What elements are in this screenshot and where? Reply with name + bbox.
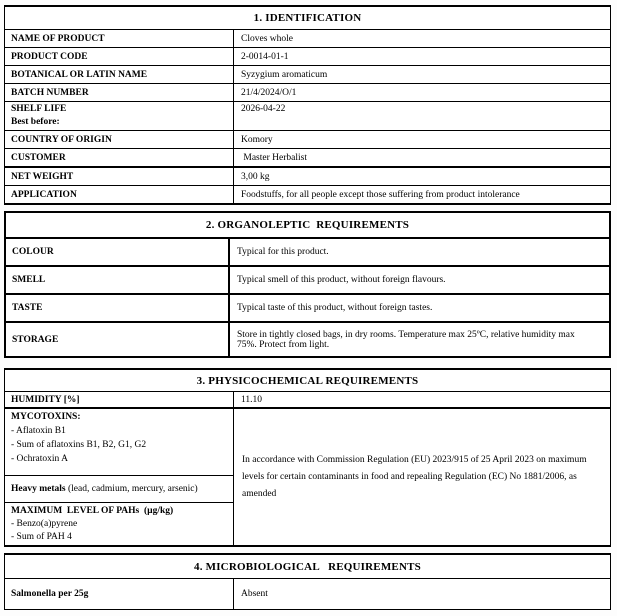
table-row bbox=[5, 392, 610, 409]
table-row bbox=[5, 30, 610, 48]
pah-item: - Benzo(a)pyrene bbox=[11, 519, 78, 529]
section-title-physicochemical: 3. PHYSICOCHEMICAL REQUIREMENTS bbox=[5, 370, 610, 392]
section-title-organoleptic: 2. ORGANOLEPTIC REQUIREMENTS bbox=[6, 213, 609, 239]
row-value: Typical taste of this product, without foreign tastes. bbox=[237, 303, 433, 313]
physicochemical-table bbox=[4, 368, 611, 547]
row-value: Master Herbalist bbox=[241, 152, 307, 163]
microbiological-table bbox=[4, 553, 611, 610]
row-label-line1: SHELF LIFE bbox=[11, 104, 67, 114]
mycotoxins-title: MYCOTOXINS: bbox=[11, 412, 81, 422]
contaminants-parameter-column bbox=[5, 409, 234, 545]
row-value: Komory bbox=[241, 134, 273, 145]
row-value: 3,00 kg bbox=[241, 171, 270, 182]
pahs-title: MAXIMUM LEVEL OF PAHs (µg/kg) bbox=[11, 506, 174, 516]
row-value: 2026-04-22 bbox=[241, 104, 286, 114]
row-label: COUNTRY OF ORIGIN bbox=[5, 131, 234, 148]
organoleptic-table bbox=[4, 211, 611, 358]
heavy-metals-cell bbox=[5, 475, 233, 502]
row-value: 2-0014-01-1 bbox=[241, 51, 289, 62]
row-value: Typical smell of this product, without foreign flavours. bbox=[237, 275, 446, 285]
row-value: Foodstuffs, for all people except those suffering from product intolerance bbox=[241, 189, 520, 200]
row-label: NAME OF PRODUCT bbox=[5, 30, 234, 47]
pah-item: - Sum of PAH 4 bbox=[11, 532, 72, 542]
section-title-identification: 1. IDENTIFICATION bbox=[5, 7, 610, 30]
regulation-note-cell bbox=[234, 409, 610, 545]
row-label: TASTE bbox=[6, 295, 230, 321]
row-value bbox=[230, 323, 609, 356]
table-row bbox=[6, 323, 609, 356]
row-value: Absent bbox=[241, 589, 268, 599]
mycotoxin-item: - Ochratoxin A bbox=[11, 454, 68, 464]
row-label: BATCH NUMBER bbox=[5, 84, 234, 101]
section-title-microbiological: 4. MICROBIOLOGICAL REQUIREMENTS bbox=[5, 555, 610, 579]
table-row bbox=[5, 48, 610, 66]
table-row bbox=[5, 131, 610, 149]
table-row bbox=[5, 102, 610, 131]
table-row bbox=[6, 295, 609, 323]
humidity-value: 11.10 bbox=[241, 394, 263, 405]
mycotoxin-item: - Aflatoxin B1 bbox=[11, 426, 66, 436]
row-label: PRODUCT CODE bbox=[5, 48, 234, 65]
row-label: Salmonella per 25g bbox=[5, 579, 234, 609]
row-value: Typical for this product. bbox=[237, 247, 329, 257]
table-row bbox=[5, 579, 610, 609]
row-value: Syzygium aromaticum bbox=[241, 69, 328, 80]
mycotoxins-cell bbox=[5, 409, 233, 475]
row-value: Cloves whole bbox=[241, 33, 293, 44]
row-label: CUSTOMER bbox=[5, 149, 234, 166]
row-label: STORAGE bbox=[6, 323, 230, 356]
row-label bbox=[5, 102, 234, 130]
regulation-note: In accordance with Commission Regulation (EU) 2023/915 of 25 April 2023 on maximum levels for certain contaminants in food and repealing Regulation (EC) No 1881/2006, as amended bbox=[242, 454, 587, 499]
table-row bbox=[6, 267, 609, 295]
table-row bbox=[6, 239, 609, 267]
heavy-metals-bold: Heavy metals bbox=[11, 484, 66, 494]
row-label: HUMIDITY [%] bbox=[5, 392, 234, 407]
pahs-cell bbox=[5, 502, 233, 545]
heavy-metals-detail: (lead, cadmium, mercury, arsenic) bbox=[65, 484, 198, 494]
contaminants-block bbox=[5, 409, 610, 545]
storage-instructions: Store in tightly closed bags, in dry rooms. Temperature max 25ºC, relative humidity max 75%. Protect from light. bbox=[237, 329, 578, 350]
table-row bbox=[5, 186, 610, 203]
row-value: 21/4/2024/O/1 bbox=[241, 87, 297, 98]
row-label: APPLICATION bbox=[5, 186, 234, 203]
table-row bbox=[5, 149, 610, 168]
heavy-metals-label bbox=[11, 484, 198, 494]
row-label-line2: Best before: bbox=[11, 117, 60, 127]
row-label: SMELL bbox=[6, 267, 230, 293]
row-label: NET WEIGHT bbox=[5, 168, 234, 185]
table-row bbox=[5, 84, 610, 102]
identification-table bbox=[4, 5, 611, 205]
table-row bbox=[5, 66, 610, 84]
table-row bbox=[5, 168, 610, 186]
row-label: COLOUR bbox=[6, 239, 230, 265]
row-label: BOTANICAL OR LATIN NAME bbox=[5, 66, 234, 83]
mycotoxin-item: - Sum of aflatoxins B1, B2, G1, G2 bbox=[11, 440, 147, 450]
